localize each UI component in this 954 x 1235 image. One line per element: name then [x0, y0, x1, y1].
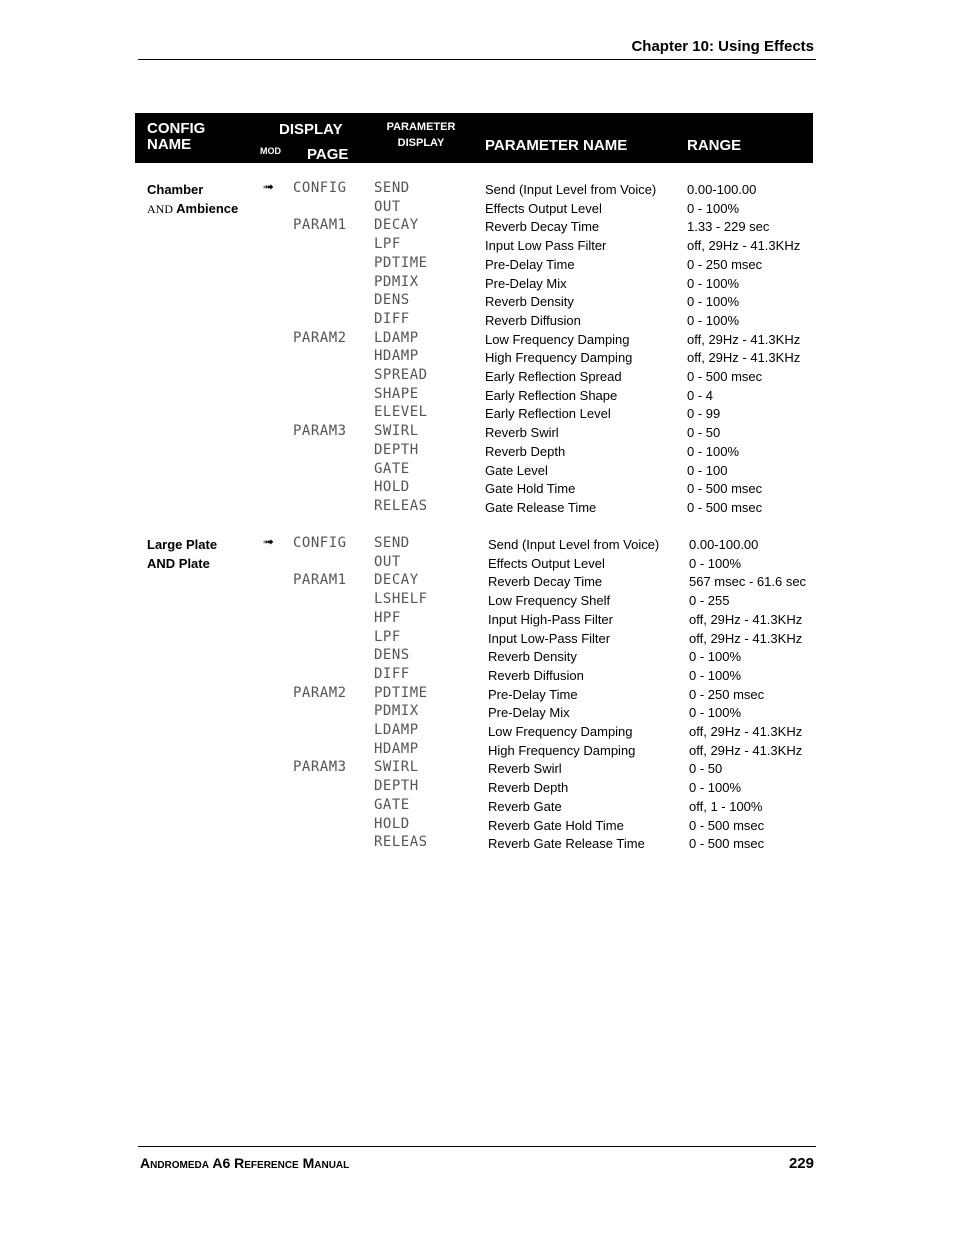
header-config-name: CONFIG NAME [147, 120, 206, 153]
parameter-display: HDAMP [374, 740, 419, 757]
parameter-row [0, 218, 954, 237]
parameter-row [0, 275, 954, 294]
display-page: PARAM3 [293, 759, 347, 776]
parameter-display: GATE [374, 460, 410, 477]
parameter-name: Low Frequency Shelf [488, 593, 611, 609]
parameter-row [0, 536, 954, 555]
parameter-row [0, 443, 954, 462]
parameter-display: SEND [374, 180, 410, 196]
parameter-row [0, 349, 954, 368]
parameter-range: 0 - 250 msec [687, 256, 763, 272]
parameter-name: Reverb Diffusion [485, 312, 581, 328]
parameter-display: LSHELF [374, 591, 428, 608]
parameter-name: Gate Level [485, 462, 548, 478]
parameter-row [0, 200, 954, 219]
arrow-icon: ➟ [263, 534, 274, 549]
parameter-name: Reverb Gate Hold Time [488, 817, 624, 833]
parameter-name: Early Reflection Spread [485, 369, 622, 384]
parameter-row [0, 331, 954, 350]
parameter-range: off, 29Hz - 41.3KHz [687, 350, 801, 366]
parameter-display: HPF [374, 609, 401, 626]
parameter-range: 567 msec - 61.6 sec [689, 574, 807, 590]
parameter-display: RELEAS [374, 834, 428, 851]
parameter-range: 0 - 100% [687, 312, 740, 328]
parameter-name: High Frequency Damping [485, 350, 633, 366]
parameter-range: 0.00-100.00 [687, 182, 757, 197]
parameter-name: Pre-Delay Mix [485, 275, 567, 291]
parameter-row [0, 742, 954, 761]
parameter-row [0, 779, 954, 798]
parameter-display: GATE [374, 796, 410, 813]
parameter-display: LDAMP [374, 722, 419, 738]
parameter-range: 0 - 500 msec [687, 481, 763, 497]
parameter-row [0, 424, 954, 443]
header-mod: MOD [260, 146, 281, 156]
display-page: PARAM2 [293, 684, 347, 701]
parameter-display: ELEVEL [374, 404, 428, 421]
parameter-row [0, 667, 954, 686]
parameter-display: SHAPE [374, 385, 419, 402]
parameter-range: 0 - 500 msec [689, 836, 765, 852]
chapter-title: Chapter 10: Using Effects [631, 38, 814, 55]
display-page: CONFIG [293, 535, 347, 551]
display-page: PARAM2 [293, 329, 347, 346]
parameter-display: DENS [374, 292, 410, 309]
parameter-range: 1.33 - 229 sec [687, 219, 770, 235]
parameter-range: off, 29Hz - 41.3KHz [687, 238, 801, 254]
parameter-display: DIFF [374, 310, 410, 327]
parameter-display: DECAY [374, 217, 419, 234]
parameter-range: 0 - 100% [687, 275, 740, 291]
parameter-name: Reverb Gate [488, 798, 562, 814]
parameter-range: 0 - 99 [687, 406, 721, 422]
parameter-name: Gate Hold Time [485, 481, 576, 497]
header-page: PAGE [307, 146, 349, 163]
parameter-display: LPF [374, 236, 401, 253]
parameter-name: Send (Input Level from Voice) [488, 537, 660, 552]
parameter-range: 0 - 500 msec [689, 817, 765, 833]
parameter-row [0, 237, 954, 256]
parameter-name: Send (Input Level from Voice) [485, 182, 657, 197]
parameter-row [0, 368, 954, 387]
parameter-range: 0 - 100% [689, 555, 742, 571]
parameter-name: Pre-Delay Mix [488, 705, 570, 721]
parameter-range: off, 29Hz - 41.3KHz [687, 331, 801, 347]
parameter-name: Reverb Density [485, 294, 574, 310]
parameter-range: off, 29Hz - 41.3KHz [689, 611, 803, 627]
parameter-range: 0 - 50 [689, 761, 723, 777]
display-page: PARAM1 [293, 572, 347, 589]
parameter-row [0, 293, 954, 312]
parameter-row [0, 480, 954, 499]
parameter-range: 0 - 100% [689, 667, 742, 683]
parameter-range: 0 - 100% [687, 200, 740, 216]
parameter-range: 0 - 500 msec [687, 369, 763, 384]
header-rule [138, 59, 816, 60]
parameter-name: Reverb Depth [488, 780, 569, 796]
parameter-name: Reverb Decay Time [488, 574, 603, 590]
parameter-display: LPF [374, 628, 401, 645]
parameter-row [0, 462, 954, 481]
config-name-line1: Chamber [147, 182, 204, 197]
parameter-name: Reverb Gate Release Time [488, 836, 645, 852]
footer-page-number: 229 [788, 1155, 814, 1172]
parameter-display: DEPTH [374, 441, 419, 458]
parameter-name: Gate Release Time [485, 499, 597, 515]
parameter-range: 0 - 100% [687, 443, 740, 459]
parameter-row [0, 648, 954, 667]
parameter-display: SEND [374, 535, 410, 551]
parameter-range: 0 - 100% [687, 294, 740, 310]
parameter-name: Early Reflection Shape [485, 387, 618, 403]
parameter-range: 0 - 50 [687, 425, 721, 441]
parameter-range: off, 29Hz - 41.3KHz [689, 724, 803, 739]
display-page: PARAM3 [293, 423, 347, 440]
parameter-name: Early Reflection Level [485, 406, 611, 422]
parameter-name: Low Frequency Damping [485, 331, 630, 347]
parameter-display: OUT [374, 198, 401, 215]
parameter-row [0, 573, 954, 592]
parameter-name: Input High-Pass Filter [488, 611, 613, 627]
parameter-display: SPREAD [374, 367, 428, 383]
parameter-row [0, 405, 954, 424]
parameter-row [0, 760, 954, 779]
parameter-row [0, 704, 954, 723]
header-display: DISPLAY [279, 121, 343, 138]
parameter-name: Reverb Density [488, 649, 577, 665]
parameter-row [0, 798, 954, 817]
parameter-name: Pre-Delay Time [488, 686, 578, 702]
parameter-display: RELEAS [374, 497, 428, 514]
parameter-row [0, 630, 954, 649]
parameter-display: SWIRL [374, 423, 419, 440]
parameter-display: DECAY [374, 572, 419, 589]
parameter-display: PDMIX [374, 703, 419, 720]
parameter-display: DENS [374, 647, 410, 664]
parameter-row [0, 611, 954, 630]
parameter-name: Effects Output Level [488, 555, 605, 571]
parameter-row [0, 817, 954, 836]
parameter-row [0, 499, 954, 518]
parameter-range: 0.00-100.00 [689, 537, 759, 552]
header-parameter-name: PARAMETER NAME [485, 137, 628, 154]
parameter-display: PDTIME [374, 684, 428, 701]
footer-rule [138, 1146, 816, 1147]
parameter-range: off, 29Hz - 41.3KHz [689, 630, 803, 646]
parameter-range: 0 - 500 msec [687, 499, 763, 515]
parameter-range: 0 - 255 [689, 593, 730, 609]
footer-manual-title: Andromeda A6 Reference Manual [140, 1155, 350, 1171]
parameter-range: 0 - 100% [689, 705, 742, 721]
parameter-row [0, 592, 954, 611]
display-page: PARAM1 [293, 217, 347, 234]
parameter-display: OUT [374, 553, 401, 570]
parameter-range: off, 1 - 100% [689, 798, 763, 814]
table-header [135, 113, 813, 163]
parameter-range: off, 29Hz - 41.3KHz [689, 742, 803, 758]
header-parameter-display: PARAMETER DISPLAY [386, 121, 456, 149]
parameter-row [0, 723, 954, 742]
parameter-display: SWIRL [374, 759, 419, 776]
parameter-display: HDAMP [374, 348, 419, 365]
parameter-row [0, 555, 954, 574]
parameter-range: 0 - 250 msec [689, 686, 765, 702]
parameter-range: 0 - 100% [689, 649, 742, 665]
parameter-display: DEPTH [374, 778, 419, 795]
arrow-icon: ➟ [263, 179, 274, 194]
parameter-row [0, 312, 954, 331]
parameter-name: Effects Output Level [485, 200, 602, 216]
config-name-line2: AND Plate [147, 555, 210, 571]
parameter-name: Input Low Pass Filter [485, 238, 607, 254]
parameter-range: 0 - 100% [689, 780, 742, 796]
parameter-name: Reverb Swirl [488, 761, 562, 777]
parameter-row [0, 181, 954, 200]
parameter-row [0, 387, 954, 406]
parameter-display: PDTIME [374, 254, 428, 271]
parameter-display: LDAMP [374, 329, 419, 346]
parameter-display: PDMIX [374, 273, 419, 290]
parameter-name: Input Low-Pass Filter [488, 630, 611, 646]
parameter-row [0, 686, 954, 705]
parameter-display: HOLD [374, 815, 410, 832]
parameter-name: High Frequency Damping [488, 742, 636, 758]
parameter-range: 0 - 100 [687, 462, 728, 478]
parameter-row [0, 835, 954, 854]
parameter-display: HOLD [374, 479, 410, 496]
config-name-and: AND [147, 201, 173, 216]
header-range: RANGE [687, 137, 742, 154]
parameter-name: Reverb Decay Time [485, 219, 600, 235]
config-name-line1: Large Plate [147, 537, 218, 552]
parameter-name: Reverb Depth [485, 443, 566, 459]
parameter-name: Reverb Diffusion [488, 667, 584, 683]
display-page: CONFIG [293, 180, 347, 196]
parameter-row [0, 256, 954, 275]
parameter-display: DIFF [374, 665, 410, 682]
parameter-name: Low Frequency Damping [488, 724, 633, 739]
parameter-name: Pre-Delay Time [485, 256, 575, 272]
parameter-name: Reverb Swirl [485, 425, 559, 441]
config-name-line2: Ambience [176, 200, 239, 216]
parameter-range: 0 - 4 [687, 387, 714, 403]
